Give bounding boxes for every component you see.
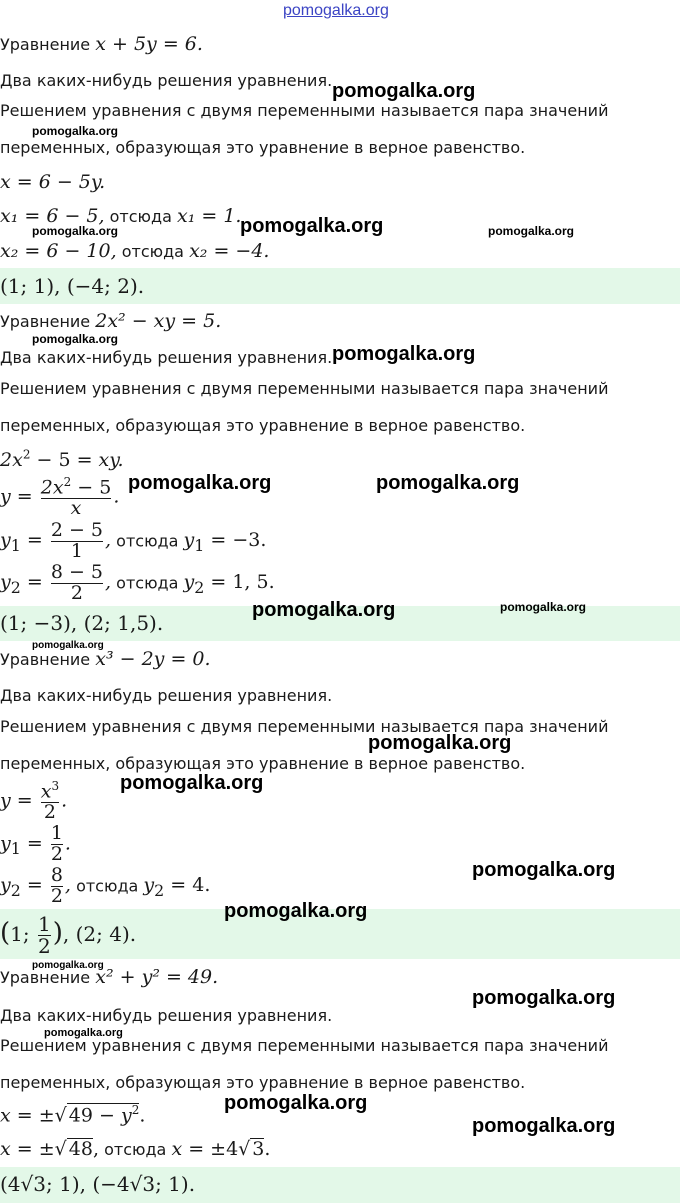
solve-step: $2x^2 - 5$ = xy. [0,448,124,472]
answer-2: (1; −3), (2; 1,5). [0,611,164,635]
watermark: pomogalka.org [32,224,119,238]
solve-step: $y_1$ = $\frac{1}{2}$ . [0,822,71,865]
solve-step: y = $\frac{2x^2 - 5}{x}$ . [0,475,120,520]
watermark: pomogalka.org [120,772,264,794]
watermark: pomogalka.org [252,599,396,621]
definition-line-2: переменных, образующая это уравнение в верное равенство. [0,416,526,435]
watermark: pomogalka.org [44,1027,123,1039]
definition-line-1: Решением уравнения с двумя переменными называется пара значений [0,101,609,120]
two-solutions-text: Два каких-нибудь решения уравнения. [0,348,333,367]
answer-4: (4√3; 1), (−4√3; 1). [0,1172,196,1196]
watermark: pomogalka.org [224,1092,368,1114]
watermark: pomogalka.org [472,859,616,881]
definition-line-1: Решением уравнения с двумя переменными называется пара значений [0,717,609,736]
answer-3: (1; $\frac{1}{2}$ ), (2; 4). [0,912,137,958]
answer-1: (1; 1), (−4; 2). [0,274,145,298]
definition-line-2: переменных, образующая это уравнение в верное равенство. [0,754,526,773]
watermark: pomogalka.org [488,224,575,238]
watermark: pomogalka.org [32,640,104,651]
watermark: pomogalka.org [376,472,520,494]
two-solutions-text: Два каких-нибудь решения уравнения. [0,71,333,90]
watermark: pomogalka.org [368,732,512,754]
equation-2: Уравнение 2x² − xy = 5. [0,310,222,332]
equation-4: Уравнение x² + y² = 49. [0,966,219,988]
solve-step: x₂ = 6 − 10, отсюда x₂ = −4. [0,240,270,262]
fraction: $\frac{2x^2 - 5}{x}$ [40,475,112,520]
definition-line-2: переменных, образующая это уравнение в верное равенство. [0,1073,526,1092]
site-link[interactable]: pomogalka.org [283,2,389,19]
definition-line-1: Решением уравнения с двумя переменными называется пара значений [0,1036,609,1055]
watermark: pomogalka.org [224,900,368,922]
solve-step: x = ±√ $49 - y^2$. [0,1103,146,1127]
watermark: pomogalka.org [128,472,272,494]
two-solutions-text: Два каких-нибудь решения уравнения. [0,1006,333,1025]
watermark: pomogalka.org [332,343,476,365]
watermark: pomogalka.org [32,332,119,346]
watermark: pomogalka.org [500,600,587,614]
solve-step: x₁ = 6 − 5, отсюда x₁ = 1. [0,205,242,227]
equation-1: Уравнение x + 5y = 6. [0,33,203,55]
solve-step: x = 6 − 5y. [0,171,106,193]
definition-line-2: переменных, образующая это уравнение в верное равенство. [0,138,526,157]
watermark: pomogalka.org [472,1115,616,1137]
watermark: pomogalka.org [32,960,104,971]
solve-step: $y_1$ = $\frac{2 - 5}{1}$ , отсюда $y_1 = -3$. [0,519,267,562]
two-solutions-text: Два каких-нибудь решения уравнения. [0,686,333,705]
watermark: pomogalka.org [32,124,119,138]
solve-step: x = ±√ 48, отсюда x = ±4√ 3. [0,1138,271,1160]
solve-step: y = $\frac{x^3}{2}$ . [0,779,68,824]
solve-step: $y_2$ = $\frac{8 - 5}{2}$ , отсюда $y_2 = 1$, 5. [0,561,275,604]
definition-line-1: Решением уравнения с двумя переменными называется пара значений [0,379,609,398]
solve-step: $y_2$ = $\frac{8}{2}$ , отсюда $y_2 = 4$. [0,864,211,907]
watermark: pomogalka.org [240,215,384,237]
watermark: pomogalka.org [332,80,476,102]
equation-3: Уравнение x³ − 2y = 0. [0,648,211,670]
watermark: pomogalka.org [472,987,616,1009]
